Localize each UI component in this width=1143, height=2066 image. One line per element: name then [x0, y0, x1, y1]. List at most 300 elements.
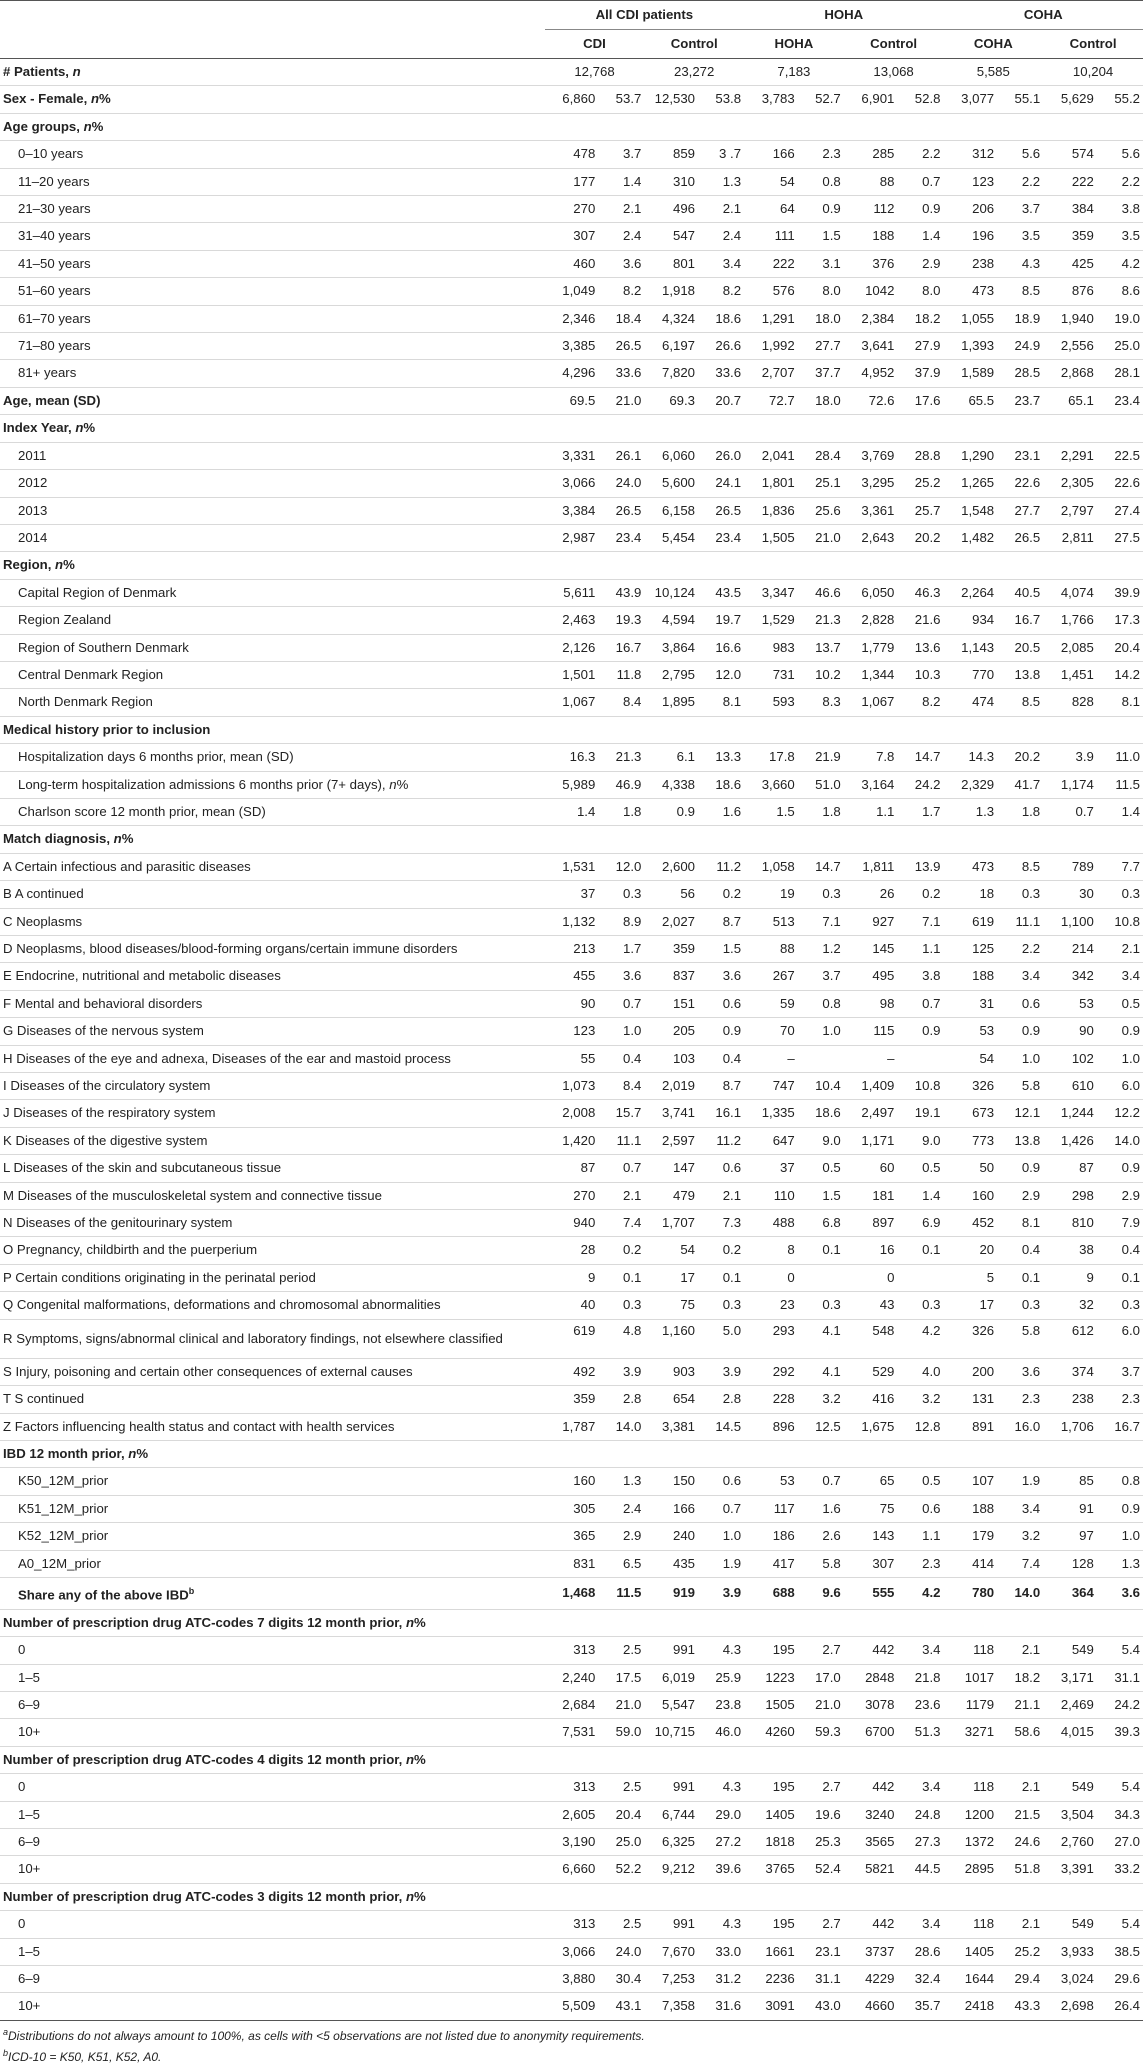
cell-percent: 29.4: [1014, 1971, 1041, 1987]
cell-percent: [898, 1264, 943, 1291]
row-label: R Symptoms, signs/abnormal clinical and laboratory findings, not elsewhere classified: [3, 1330, 503, 1346]
row-label: 1–5: [18, 1806, 41, 1822]
cell-percent: 8.4: [622, 1078, 642, 1094]
cell-percent: 0.6: [922, 1500, 941, 1516]
row-label: 10+: [18, 1724, 41, 1740]
empty-cell: [545, 716, 1143, 743]
cell-count: 919: [672, 1585, 695, 1601]
cell-count: 1042: [865, 283, 895, 299]
cell-count: 222: [1071, 173, 1094, 189]
cell-percent: 18.2: [1014, 1669, 1041, 1685]
cell-count: 460: [573, 255, 596, 271]
cell-percent: 3.8: [922, 968, 941, 984]
empty-cell: [545, 1883, 1143, 1910]
cell-percent: 15.7: [615, 1105, 642, 1121]
cell-count: 6,325: [661, 1833, 695, 1849]
cell-percent: 20.5: [1014, 639, 1041, 655]
cell-count: 1,393: [961, 338, 995, 354]
table-body: [0, 59, 1143, 2021]
cell-percent: 21.3: [615, 749, 642, 765]
cell-percent: 28.8: [914, 447, 941, 463]
cell-count: 87: [1079, 1160, 1094, 1176]
cell-count: 1,706: [1060, 1418, 1094, 1434]
cell-count: 90: [580, 995, 596, 1011]
cell-count: 326: [972, 1078, 995, 1094]
cell-percent: 23.4: [1114, 392, 1140, 408]
cell-count: 12,768: [574, 64, 615, 79]
cell-count: 619: [972, 913, 995, 929]
cell-percent: 3.4: [922, 1916, 941, 1932]
cell-count: 3271: [964, 1724, 995, 1740]
cell-count: 53: [979, 1023, 995, 1039]
cell-count: 10,124: [654, 584, 695, 600]
cell-count: 610: [1071, 1078, 1094, 1094]
cell-percent: 26.5: [1014, 529, 1041, 545]
cell-percent: 20.7: [715, 392, 742, 408]
cell-percent: 0.5: [922, 1473, 941, 1489]
table-row: [0, 853, 1143, 880]
row-label: Number of prescription drug ATC-codes 3 digits 12 month prior, n%: [3, 1888, 426, 1904]
cell-percent: 18.2: [914, 310, 941, 326]
cell-percent: 4.2: [1121, 255, 1140, 271]
cell-percent: 21.0: [615, 392, 642, 408]
cell-count: 32: [1079, 1297, 1094, 1313]
cell-percent: 0.7: [822, 1473, 841, 1489]
cell-count: 72.7: [769, 392, 795, 408]
cell-percent: 7.3: [722, 1215, 742, 1231]
cell-count: 17: [979, 1297, 995, 1313]
cell-count: 1,531: [562, 858, 596, 874]
cell-count: 1.4: [576, 803, 596, 819]
cell-percent: 10.8: [914, 1078, 941, 1094]
table-row: [0, 223, 1143, 250]
cell-percent: 7.4: [1021, 1555, 1041, 1571]
cell-count: 2,264: [961, 584, 995, 600]
cell-percent: 4.0: [922, 1363, 941, 1379]
cell-percent: 2.7: [822, 1642, 841, 1658]
cell-percent: 18.6: [715, 776, 742, 792]
cell-count: 3,381: [661, 1418, 695, 1434]
row-label: Age groups, n%: [3, 118, 104, 134]
cell-percent: 8.4: [622, 694, 642, 710]
cell-percent: 2.2: [1021, 941, 1041, 956]
cell-percent: 5.6: [1021, 146, 1041, 162]
table-row: [0, 1719, 1143, 1746]
cell-percent: 3.9: [622, 1363, 642, 1379]
cell-count: 16.3: [569, 749, 596, 765]
cell-count: 435: [672, 1555, 695, 1571]
cell-percent: 58.6: [1014, 1724, 1041, 1740]
cell-percent: 8.2: [922, 694, 941, 710]
cell-percent: 3.2: [822, 1391, 841, 1407]
cell-count: 69.3: [669, 392, 695, 408]
cell-count: 828: [1071, 694, 1094, 710]
row-label: 31–40 years: [18, 228, 91, 244]
cell-percent: 25.0: [1114, 338, 1140, 354]
cell-count: 1405: [964, 1943, 995, 1959]
cell-percent: 11.2: [716, 1132, 742, 1148]
cell-count: 2,008: [562, 1105, 596, 1121]
cell-count: 2848: [865, 1669, 895, 1685]
cell-percent: 2.1: [622, 201, 642, 217]
row-label: 6–9: [18, 1833, 41, 1849]
cell-count: 940: [573, 1215, 596, 1231]
cell-percent: 27.5: [1114, 529, 1140, 545]
cell-percent: 1.0: [1021, 1050, 1041, 1066]
cell-count: 200: [972, 1363, 995, 1379]
table-row: [0, 1155, 1143, 1182]
cell-percent: 14.0: [1114, 1132, 1140, 1148]
cell-count: 2,684: [562, 1696, 596, 1712]
cell-count: 16: [879, 1242, 895, 1258]
cell-percent: 20.4: [1114, 639, 1140, 655]
cell-percent: 26.5: [615, 502, 642, 518]
cell-percent: 12.5: [815, 1418, 841, 1434]
cell-percent: 32.4: [914, 1971, 941, 1987]
cell-count: 3,504: [1060, 1806, 1094, 1822]
table-row: [0, 1609, 1143, 1636]
cell-percent: 37.9: [914, 365, 941, 381]
cell-count: 549: [1071, 1916, 1094, 1932]
cell-percent: 18.6: [815, 1105, 841, 1121]
table-row: [0, 1182, 1143, 1209]
cell-percent: 3.7: [822, 968, 841, 984]
cell-percent: 1.8: [1021, 803, 1041, 819]
cell-percent: 5.8: [822, 1555, 841, 1571]
row-label: 10+: [18, 1998, 41, 2014]
cell-percent: 2.9: [1021, 1187, 1041, 1203]
cell-count: 934: [972, 612, 995, 628]
cell-percent: 0.7: [622, 1160, 642, 1176]
cell-percent: 18.9: [1014, 310, 1041, 326]
cell-count: 3,190: [562, 1833, 596, 1849]
cell-count: 238: [1071, 1391, 1094, 1407]
table-row: [0, 552, 1143, 579]
cell-percent: 13.7: [815, 639, 841, 655]
cell-percent: 17.6: [914, 392, 941, 408]
group-header-all-cdi: All CDI patients: [545, 1, 744, 30]
cell-count: 2,760: [1060, 1833, 1094, 1849]
row-label: Capital Region of Denmark: [18, 584, 177, 600]
cell-percent: 6.8: [822, 1215, 841, 1231]
row-label: 1–5: [18, 1669, 41, 1685]
cell-percent: 13.9: [914, 858, 941, 874]
cell-count: 1,589: [961, 365, 995, 381]
row-label: 0–10 years: [18, 146, 84, 162]
cell-count: 240: [672, 1528, 695, 1544]
cell-percent: 31.1: [815, 1971, 841, 1987]
cell-count: 3,391: [1060, 1861, 1094, 1877]
cell-percent: 8.6: [1121, 283, 1140, 299]
table-row: [0, 1127, 1143, 1154]
cell-percent: 25.2: [1014, 1943, 1041, 1959]
table-row: [0, 1746, 1143, 1773]
cell-count: 801: [672, 255, 695, 271]
cell-percent: [898, 1045, 943, 1072]
cell-percent: 0.3: [1121, 1297, 1140, 1313]
cell-percent: 1.3: [622, 1473, 642, 1489]
cell-count: 118: [973, 1779, 995, 1795]
cell-percent: 0.5: [1121, 995, 1140, 1011]
cell-percent: 43.9: [615, 584, 642, 600]
table-row: [0, 963, 1143, 990]
cell-percent: 27.7: [815, 338, 841, 354]
table-row: [0, 497, 1143, 524]
cell-count: 28: [580, 1242, 596, 1258]
empty-cell: [545, 1746, 1143, 1773]
row-label: 1–5: [18, 1943, 41, 1959]
cell-count: 6,050: [861, 584, 895, 600]
table-row: [0, 1210, 1143, 1237]
cell-percent: 3.6: [622, 968, 642, 984]
cell-count: 1,501: [562, 666, 596, 682]
table-row: [0, 908, 1143, 935]
cell-count: 123: [573, 1023, 596, 1039]
cell-count: 4,296: [562, 365, 596, 381]
cell-percent: 28.6: [914, 1943, 941, 1959]
cell-count: 688: [772, 1585, 795, 1601]
cell-count: 1200: [964, 1806, 995, 1822]
cell-percent: 2.3: [922, 1555, 941, 1571]
cell-percent: 33.2: [1114, 1861, 1140, 1877]
empty-cell: [545, 415, 1143, 442]
cell-count: 1,409: [861, 1078, 895, 1094]
cell-count: 3,880: [562, 1971, 596, 1987]
cell-percent: 24.8: [914, 1806, 941, 1822]
cell-count: 2,027: [661, 913, 695, 929]
cell-percent: 0.2: [722, 1242, 742, 1258]
cell-count: 270: [573, 1187, 596, 1203]
cell-percent: 27.4: [1114, 502, 1140, 518]
cell-count: 1,420: [562, 1132, 596, 1148]
cell-percent: 8.2: [722, 283, 742, 299]
cell-percent: 3.6: [1121, 1585, 1140, 1601]
cell-count: 1179: [965, 1696, 995, 1712]
empty-cell: [545, 1609, 1143, 1636]
cell-percent: 12.8: [914, 1418, 941, 1434]
cell-percent: 21.3: [815, 612, 841, 628]
cell-count: 991: [672, 1779, 695, 1795]
cell-count: 4,074: [1060, 584, 1094, 600]
row-label: T S continued: [3, 1391, 85, 1407]
cell-count: 195: [772, 1642, 795, 1658]
cell-percent: 40.5: [1014, 584, 1041, 600]
cell-percent: 7.9: [1121, 1215, 1140, 1231]
row-label: Medical history prior to inclusion: [3, 721, 211, 737]
cell-count: 479: [672, 1187, 695, 1203]
row-label: F Mental and behavioral disorders: [3, 995, 203, 1011]
cell-percent: 21.5: [1014, 1806, 1041, 1822]
cell-percent: 18.6: [715, 310, 742, 326]
cell-percent: 2.1: [622, 1187, 642, 1203]
cell-percent: 0.2: [922, 886, 941, 902]
cell-count: 3,024: [1060, 1971, 1094, 1987]
cell-count: 3240: [865, 1806, 895, 1822]
cell-percent: 23.1: [815, 1943, 841, 1959]
cell-percent: 4.2: [922, 1585, 941, 1601]
cell-percent: 5.4: [1121, 1642, 1140, 1658]
cell-count: 293: [772, 1322, 795, 1338]
cell-count: 166: [772, 146, 795, 162]
table-row: [0, 990, 1143, 1017]
cell-count: 267: [772, 968, 795, 984]
cell-percent: 18.0: [815, 310, 841, 326]
footnote-mark: a: [3, 2026, 9, 2037]
table-row: [0, 1237, 1143, 1264]
cell-count: 10,715: [654, 1724, 695, 1740]
cell-count: 2,126: [562, 639, 596, 655]
cell-count: 4,015: [1060, 1724, 1094, 1740]
cell-percent: 23.4: [615, 529, 642, 545]
table-row: [0, 1045, 1143, 1072]
cell-count: 1,067: [562, 694, 596, 710]
cell-percent: 22.6: [1014, 475, 1041, 491]
table-row: [0, 1828, 1143, 1855]
cell-count: 876: [1071, 283, 1094, 299]
cell-count: 6700: [865, 1724, 895, 1740]
cell-percent: 0.3: [1021, 886, 1041, 902]
cell-count: 13,068: [873, 64, 914, 79]
cell-percent: 31.2: [715, 1971, 742, 1987]
cell-count: 37: [580, 886, 596, 902]
row-label: S Injury, poisoning and certain other consequences of external causes: [3, 1363, 413, 1379]
cell-percent: 46.0: [715, 1724, 742, 1740]
cell-percent: 0.9: [822, 201, 841, 217]
table-row: [0, 1386, 1143, 1413]
cell-count: 2895: [964, 1861, 995, 1877]
cell-count: 3.9: [1075, 749, 1094, 765]
cell-count: 365: [573, 1528, 596, 1544]
row-label: 2012: [18, 475, 48, 491]
table-row: [0, 881, 1143, 908]
table-row: [0, 1664, 1143, 1691]
cell-count: 1,143: [961, 639, 995, 655]
cell-count: 38: [1079, 1242, 1094, 1258]
cell-count: 128: [1071, 1555, 1094, 1571]
cell-count: 19: [780, 886, 795, 902]
footnote-text: Distributions do not always amount to 100%, as cells with <5 observations are not listed due to anonymity requirements.: [8, 2028, 645, 2043]
cell-count: 1,171: [861, 1132, 895, 1148]
row-label: 0: [18, 1779, 26, 1795]
cell-percent: 2.9: [1121, 1187, 1140, 1203]
row-label: IBD 12 month prior, n%: [3, 1445, 149, 1461]
table-row: [0, 579, 1143, 606]
table-row: [0, 141, 1143, 168]
cell-count: 2,305: [1060, 475, 1094, 491]
row-label: P Certain conditions originating in the perinatal period: [3, 1269, 316, 1285]
cell-percent: 16.7: [615, 639, 642, 655]
group-header-hoha: HOHA: [744, 1, 943, 30]
header-blank: [0, 30, 545, 59]
cell-percent: 0.9: [922, 201, 941, 217]
cell-percent: 7.4: [622, 1215, 642, 1231]
cell-percent: 2.9: [922, 255, 941, 271]
cell-percent: 9.6: [822, 1585, 841, 1601]
cell-count: 593: [772, 694, 795, 710]
cell-percent: 2.1: [722, 1187, 742, 1203]
cell-count: 123: [972, 173, 995, 189]
cell-percent: 5.4: [1121, 1779, 1140, 1795]
cell-percent: 41.7: [1014, 776, 1041, 792]
cell-count: 1372: [964, 1833, 995, 1849]
cell-count: 90: [1079, 1023, 1094, 1039]
cell-percent: 2.5: [622, 1642, 642, 1658]
cell-count: 3,361: [861, 502, 895, 518]
cell-count: 7,358: [661, 1998, 695, 2014]
cell-count: 1,482: [961, 529, 995, 545]
cell-count: 1,100: [1060, 913, 1094, 929]
row-label: 41–50 years: [18, 255, 91, 271]
cell-percent: 3.7: [1021, 201, 1041, 217]
cell-count: 37: [780, 1160, 795, 1176]
cell-count: 1,811: [862, 858, 895, 874]
cell-percent: 0.2: [722, 886, 742, 902]
cell-percent: 24.0: [615, 1943, 642, 1959]
cell-count: 312: [972, 146, 995, 162]
cell-percent: 3.9: [722, 1585, 742, 1601]
cell-count: 75: [680, 1297, 695, 1313]
cell-percent: 21.0: [615, 1696, 642, 1712]
cell-percent: 2.1: [1021, 1779, 1041, 1795]
cell-percent: 13.8: [1014, 1132, 1041, 1148]
cell-percent: 20.2: [914, 529, 941, 545]
cell-count: 2,469: [1060, 1696, 1094, 1712]
cell-percent: 1.6: [822, 1500, 841, 1516]
cell-percent: 12.0: [615, 858, 642, 874]
cell-count: 859: [672, 146, 695, 162]
table-row: [0, 1100, 1143, 1127]
cell-count: 17: [680, 1269, 695, 1285]
cell-percent: 0.9: [1121, 1160, 1140, 1176]
cell-percent: 25.1: [815, 475, 841, 491]
cell-count: 65.1: [1068, 392, 1094, 408]
cell-count: 179: [972, 1528, 995, 1544]
cell-percent: 3.7: [1121, 1363, 1140, 1379]
row-label: Hospitalization days 6 months prior, mean (SD): [18, 749, 294, 765]
cell-percent: 37.7: [815, 365, 841, 381]
cell-percent: 3.6: [722, 968, 742, 984]
row-label: L Diseases of the skin and subcutaneous tissue: [3, 1160, 282, 1176]
cell-count: 188: [872, 228, 895, 244]
cell-count: 23,272: [674, 64, 715, 79]
cell-percent: 31.1: [1114, 1669, 1140, 1685]
cell-count: 1,426: [1060, 1132, 1094, 1148]
cell-percent: 3.8: [1121, 201, 1140, 217]
row-label: North Denmark Region: [18, 694, 153, 710]
cell-count: 1644: [964, 1971, 995, 1987]
cell-percent: 3.6: [622, 255, 642, 271]
cell-percent: 2.9: [622, 1528, 642, 1544]
cell-count: 903: [672, 1363, 695, 1379]
table-row: [0, 634, 1143, 661]
cell-count: 2,698: [1060, 1998, 1094, 2014]
cell-percent: 5.0: [722, 1322, 742, 1338]
cell-percent: 0.3: [822, 1297, 841, 1313]
cell-count: 555: [872, 1585, 895, 1601]
cell-count: 891: [972, 1418, 995, 1434]
cell-count: 54: [680, 1242, 695, 1258]
cell-count: 342: [1071, 968, 1094, 984]
cell-percent: 24.6: [1014, 1833, 1041, 1849]
row-label: M Diseases of the musculoskeletal system and connective tissue: [3, 1187, 382, 1203]
cell-count: 0.7: [1075, 803, 1094, 819]
cell-percent: 3.4: [922, 1779, 941, 1795]
cell-percent: 19.0: [1114, 310, 1140, 326]
cell-percent: 28.1: [1114, 365, 1140, 381]
cell-count: 1017: [964, 1669, 995, 1685]
cell-percent: 3.6: [1021, 1363, 1041, 1379]
cell-percent: 6.0: [1121, 1322, 1140, 1338]
